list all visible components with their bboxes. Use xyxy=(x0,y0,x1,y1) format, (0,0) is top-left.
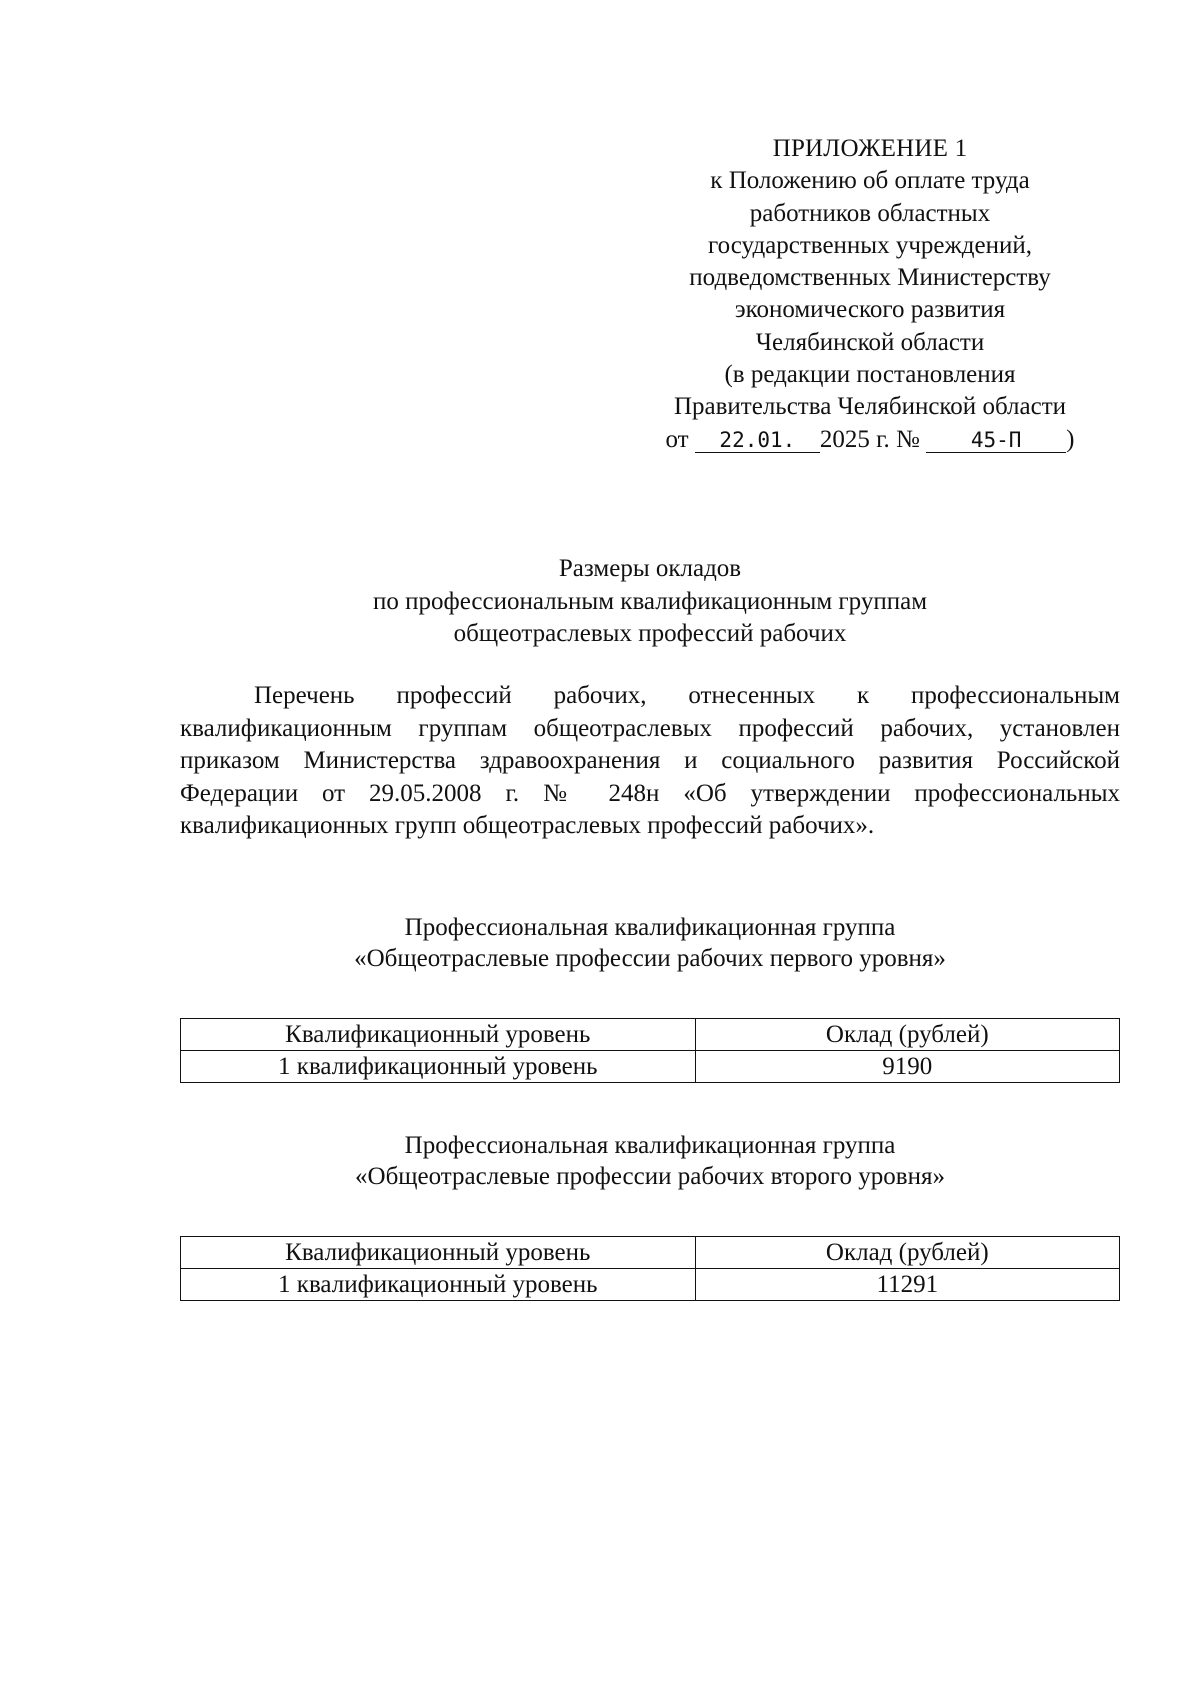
document-heading xyxy=(180,553,1120,651)
body-paragraph: Перечень профессий рабочих, отнесенных к профессиональным квалификационным группам общеотраслевых профессий рабочих, установлен приказом Министерства здравоохранения и социального развития Российской Федерации от 29.05.2008 г. № 248н «Об утверждении профессиональных квалификационных групп общеотраслевых профессий рабочих». xyxy=(180,682,1120,839)
resolution-year: 2025 г. № xyxy=(819,425,920,453)
group-title-second-level xyxy=(180,1130,1120,1192)
appendix-line: (в редакции постановления xyxy=(724,361,1016,389)
table-header-row xyxy=(181,1019,1120,1051)
heading-line: общеотраслевых профессий рабочих xyxy=(453,620,847,647)
group-title-line: «Общеотраслевые профессии рабочих второго уровня» xyxy=(355,1163,945,1190)
heading-line: Размеры окладов xyxy=(558,555,742,582)
group-title-line: Профессиональная квалификационная группа xyxy=(404,1132,896,1159)
salary-table-first-level xyxy=(180,1018,1120,1083)
appendix-header xyxy=(640,133,1100,456)
appendix-line: работников областных xyxy=(749,199,991,227)
appendix-line: Челябинской области xyxy=(755,328,985,356)
appendix-line: Правительства Челябинской области xyxy=(673,393,1067,421)
resolution-number: 45-П xyxy=(926,428,1066,453)
cell-level: 1 квалификационный уровень xyxy=(181,1051,696,1083)
cell-salary: 9190 xyxy=(695,1051,1119,1083)
resolution-date: 22.01. xyxy=(695,428,820,453)
column-header-salary: Оклад (рублей) xyxy=(695,1019,1119,1051)
group-title-line: Профессиональная квалификационная группа xyxy=(404,914,896,941)
date-prefix: от xyxy=(665,425,689,453)
column-header-salary: Оклад (рублей) xyxy=(695,1237,1119,1269)
table-header-row xyxy=(181,1237,1120,1269)
group-title-first-level xyxy=(180,912,1120,974)
column-header-level: Квалификационный уровень xyxy=(181,1237,696,1269)
closing-paren: ) xyxy=(1066,425,1075,453)
table-row xyxy=(181,1269,1120,1301)
salary-table-second-level xyxy=(180,1236,1120,1301)
cell-salary: 11291 xyxy=(695,1269,1119,1301)
appendix-title: ПРИЛОЖЕНИЕ 1 xyxy=(772,135,968,162)
resolution-date-line xyxy=(640,424,1100,456)
appendix-line: экономического развития xyxy=(734,296,1006,324)
appendix-line: подведомственных Министерству xyxy=(689,264,1051,292)
table-row xyxy=(181,1051,1120,1083)
group-title-line: «Общеотраслевые профессии рабочих первого уровня» xyxy=(354,945,946,972)
appendix-line: государственных учреждений, xyxy=(708,231,1032,259)
cell-level: 1 квалификационный уровень xyxy=(181,1269,696,1301)
heading-line: по профессиональным квалификационным группам xyxy=(372,587,928,615)
column-header-level: Квалификационный уровень xyxy=(181,1019,696,1051)
appendix-line: к Положению об оплате труда xyxy=(710,167,1030,195)
